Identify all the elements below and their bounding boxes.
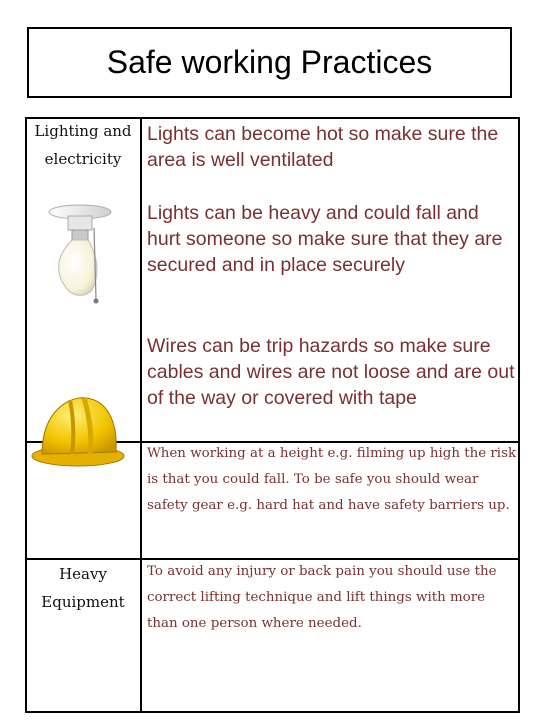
heavy-equipment-text: To avoid any injury or back pain you should use the correct lifting technique and lift things with more than one person where needed. — [147, 564, 497, 631]
row-label-line: electricity — [44, 150, 122, 168]
row-label-lighting — [27, 117, 139, 173]
heights-text: When working at a height e.g. filming up high the risk is that you could fall. To be safe you should wear safety gear e.g. hard hat and have safety barriers up. — [147, 446, 517, 513]
row-label-line: Heavy — [59, 565, 107, 583]
row-label-heavy-equipment — [27, 560, 139, 616]
lighting-paragraph: Lights can become hot so make sure the area is well ventilated — [147, 123, 499, 171]
light-bulb-icon — [48, 204, 112, 309]
column-divider — [140, 117, 142, 713]
page-title: Safe working Practices — [27, 27, 512, 98]
row-label-line: Lighting and — [34, 122, 132, 140]
lighting-paragraph: Lights can be heavy and could fall and hurt someone so make sure that they are secured and in place securely — [147, 202, 503, 276]
row-label-line: Equipment — [41, 593, 125, 611]
lighting-paragraph: Wires can be trip hazards so make sure cables and wires are not loose and are out of the way or covered with tape — [147, 335, 515, 409]
hard-hat-icon — [30, 390, 130, 470]
